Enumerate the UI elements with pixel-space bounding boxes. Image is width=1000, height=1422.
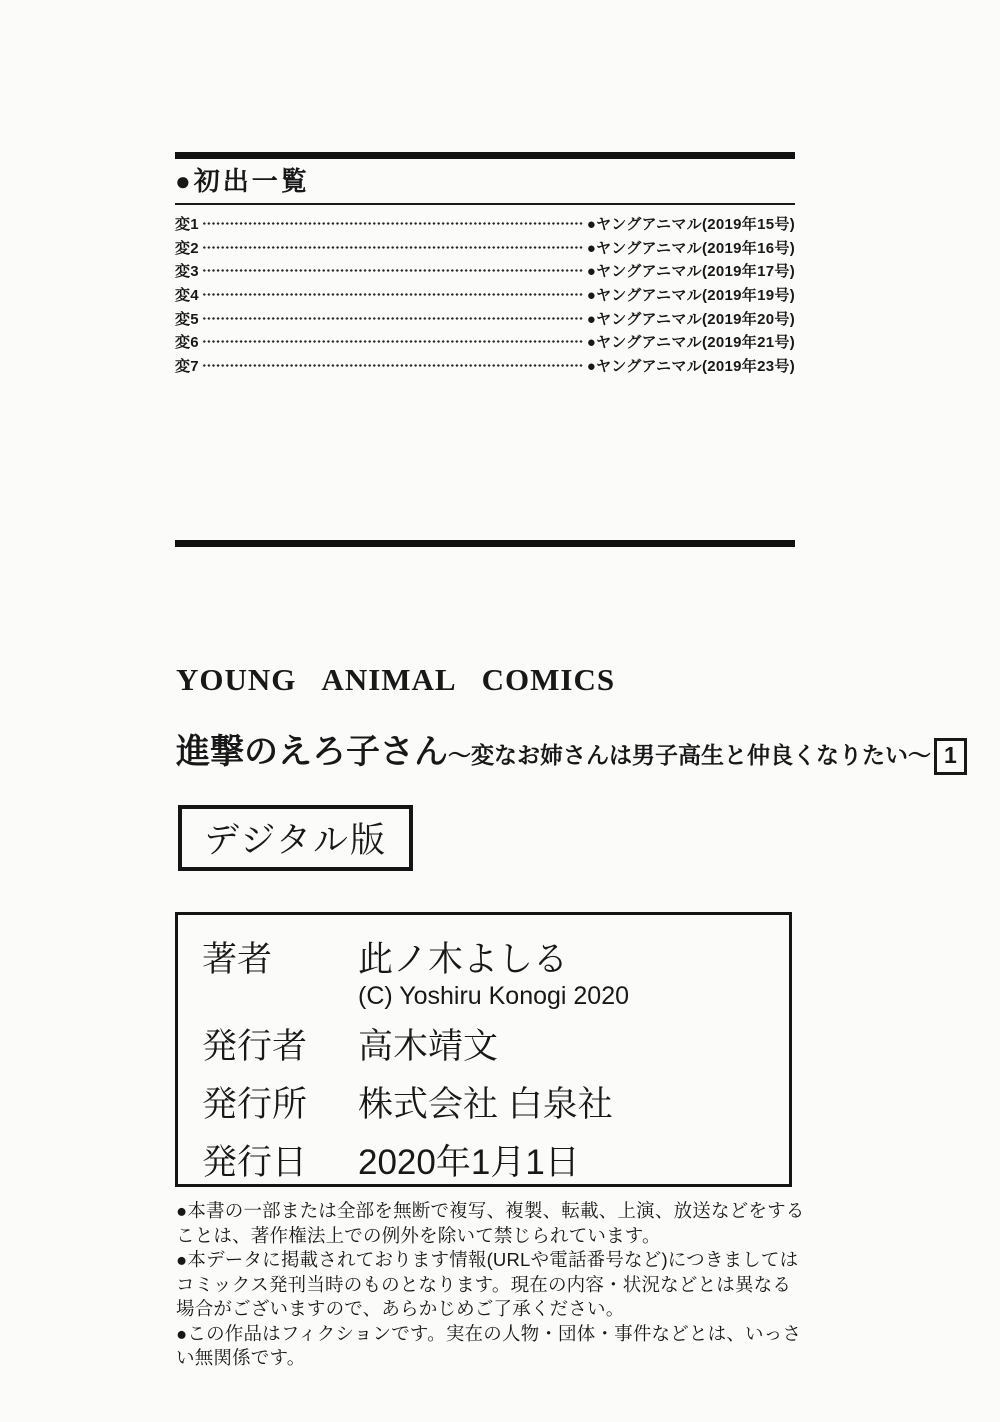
digital-edition-label: デジタル版	[204, 821, 387, 860]
copyright-note: (C) Yoshiru Konogi 2020	[358, 982, 630, 1010]
publication-list-item	[175, 354, 795, 378]
digital-edition-box	[178, 805, 413, 871]
colophon-value-wrap	[358, 1082, 789, 1127]
dotted-leader	[202, 363, 584, 368]
magazine-issue-label: ●ヤングアニマル(2019年20号)	[586, 310, 795, 328]
legal-notices	[176, 1199, 806, 1371]
colophon-label: 著者	[202, 940, 273, 979]
dotted-leader	[202, 245, 584, 250]
book-title-main: 進撃のえろ子さん	[176, 733, 448, 771]
colophon-row	[202, 1024, 789, 1069]
imprint-label: YOUNG ANIMAL COMICS	[176, 662, 616, 697]
chapter-label: 変5	[175, 310, 199, 328]
magazine-issue-label: ●ヤングアニマル(2019年21号)	[586, 334, 795, 352]
chapter-label: 変1	[175, 216, 199, 234]
dotted-leader	[202, 316, 584, 321]
colophon-label: 発行日	[202, 1143, 308, 1182]
publication-list-item	[175, 259, 795, 283]
chapter-label: 変7	[175, 357, 199, 375]
colophon-row	[202, 1082, 789, 1127]
publication-info-box	[175, 912, 792, 1187]
colophon-row	[202, 937, 789, 1011]
publication-list-item	[175, 283, 795, 307]
colophon-value-wrap	[358, 1024, 789, 1069]
chapter-label: 変6	[175, 334, 199, 352]
magazine-issue-label: ●ヤングアニマル(2019年23号)	[586, 357, 795, 375]
first-publication-section	[175, 160, 795, 377]
dotted-leader	[202, 268, 584, 273]
legal-notice-paragraph: ●本書の一部または全部を無断で複写、複製、転載、上演、放送などをすることは、著作権法上での例外を除いて禁じられています。	[176, 1200, 805, 1246]
colophon-row	[202, 1140, 789, 1185]
colophon-value: 高木靖文	[358, 1027, 499, 1066]
legal-notice-paragraph: ●この作品はフィクションです。実在の人物・団体・事件などとは、いっさい無関係です。	[176, 1322, 802, 1368]
magazine-issue-label: ●ヤングアニマル(2019年17号)	[586, 263, 795, 281]
top-divider-bar	[175, 152, 795, 159]
dotted-leader	[202, 221, 584, 226]
chapter-label: 変3	[175, 263, 199, 281]
legal-notice-paragraph: ●本データに掲載されております情報(URLや電話番号など)につきましてはコミックス発刊当時のものとなります。現在の内容・状況などとは異なる場合がございますので、あらかじめご了承ください。	[176, 1249, 799, 1319]
heading-rule	[175, 203, 795, 205]
magazine-issue-label: ●ヤングアニマル(2019年19号)	[586, 287, 795, 305]
bottom-divider-bar	[175, 540, 795, 547]
colophon-label: 発行所	[202, 1085, 308, 1124]
publication-list-item	[175, 306, 795, 330]
colophon-value: 2020年1月1日	[358, 1143, 580, 1182]
book-title-line	[176, 724, 967, 775]
colophon-label: 発行者	[202, 1027, 308, 1066]
dotted-leader	[202, 339, 584, 344]
colophon-value: 株式会社 白泉社	[358, 1085, 613, 1124]
chapter-label: 変2	[175, 239, 199, 257]
publication-list-item	[175, 212, 795, 236]
first-publication-list	[175, 212, 795, 377]
colophon-value-wrap	[358, 1140, 789, 1185]
section-title: ●初出一覧	[175, 166, 310, 196]
magazine-issue-label: ●ヤングアニマル(2019年15号)	[586, 216, 795, 234]
colophon-value-wrap	[358, 937, 789, 1011]
publication-list-item	[175, 330, 795, 354]
dotted-leader	[202, 292, 584, 297]
book-title-subtitle: ～変なお姉さんは男子高生と仲良くなりたい～	[448, 742, 931, 768]
magazine-issue-label: ●ヤングアニマル(2019年16号)	[586, 239, 795, 257]
colophon-value: 此ノ木よしる	[358, 940, 569, 979]
chapter-label: 変4	[175, 287, 199, 305]
publication-list-item	[175, 236, 795, 260]
volume-number-box: 1	[934, 738, 967, 775]
